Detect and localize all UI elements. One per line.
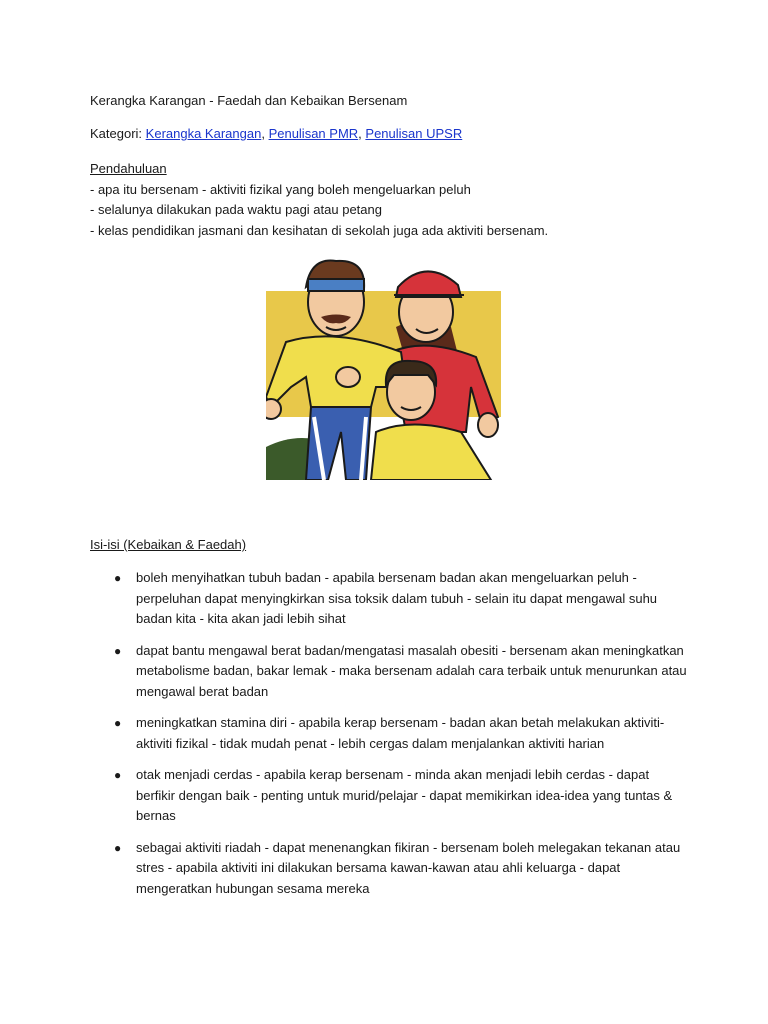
list-item-text: dapat bantu mengawal berat badan/mengatasi masalah obesiti - bersenam akan meningkatkan metabolisme badan, bakar lemak - maka bersenam adalah cara terbaik untuk menurunkan atau mengawal berat badan (136, 642, 687, 699)
intro-line: - kelas pendidikan jasmani dan kesihatan di sekolah juga ada aktiviti bersenam. (90, 222, 549, 238)
bullet-dot-icon: ● (114, 571, 122, 585)
bullet-dot-icon: ● (114, 716, 122, 730)
category-link-kerangka-karangan[interactable]: Kerangka Karangan (145, 126, 262, 141)
list-item (90, 765, 690, 827)
category-link-penulisan-pmr[interactable]: Penulisan PMR (268, 126, 359, 141)
intro-heading: Pendahuluan (90, 161, 167, 176)
bullet-dot-icon: ● (114, 643, 122, 658)
list-item (90, 838, 690, 900)
bullet-dot-icon: ● (114, 840, 122, 855)
list-item-text: boleh menyihatkan tubuh badan - apabila bersenam badan akan mengeluarkan peluh - perpeluhan dapat menyingkirkan sisa toksik dalam tubuh - selain itu dapat mengawal suhu badan kita - kita akan jadi lebih sihat (136, 570, 658, 626)
intro-line: - apa itu bersenam - aktiviti fizikal yang boleh mengeluarkan peluh (90, 181, 471, 197)
exercise-illustration (266, 257, 501, 480)
intro-section (90, 159, 548, 241)
points-list (90, 568, 690, 910)
body-heading: Isi-isi (Kebaikan & Faedah) (90, 537, 247, 552)
categories-line: Kategori: Kerangka Karangan, Penulisan PMR, Penulisan UPSR (90, 126, 463, 141)
bullet-dot-icon: ● (114, 768, 122, 782)
list-item (90, 713, 690, 754)
category-link-penulisan-upsr[interactable]: Penulisan UPSR (365, 126, 463, 141)
list-item-text: otak menjadi cerdas - apabila kerap bersenam - minda akan menjadi lebih cerdas - dapat berfikir dengan baik - penting untuk murid/pelajar - dapat memikirkan idea-idea yang tuntas & bernas (136, 767, 673, 823)
categories-label: Kategori: (90, 126, 143, 141)
intro-line: - selalunya dilakukan pada waktu pagi atau petang (90, 202, 382, 217)
list-item (90, 641, 690, 703)
list-item-text: meningkatkan stamina diri - apabila kerap bersenam - badan akan betah melakukan aktiviti-aktiviti fizikal - tidak mudah penat - lebih cergas dalam menjalankan aktiviti harian (136, 715, 665, 751)
list-item (90, 568, 690, 630)
list-item-text: sebagai aktiviti riadah - dapat menenangkan fikiran - bersenam boleh melegakan tekanan atau stres - apabila aktiviti ini dilakukan bersama kawan-kawan atau ahli keluarga - dapat mengeratkan hubungan sesama mereka (136, 839, 681, 896)
document-title: Kerangka Karangan - Faedah dan Kebaikan Bersenam (90, 93, 408, 108)
